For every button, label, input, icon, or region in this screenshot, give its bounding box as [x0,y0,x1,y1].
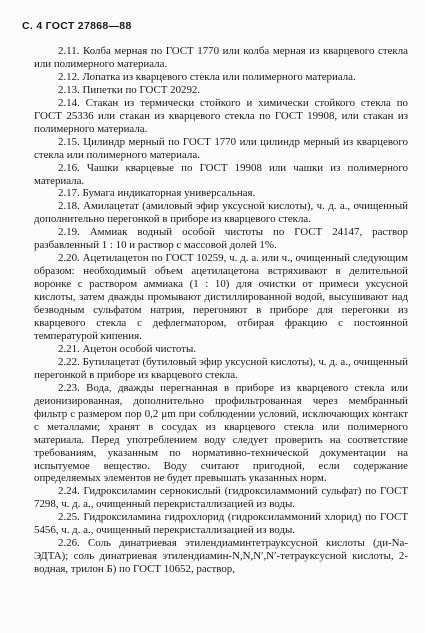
paragraph-2-19: 2.19. Аммиак водный особой чистоты по ГОСТ 24147, раствор разбавленный 1 : 10 и раствор с массовой долей 1%. [34,226,408,252]
paragraph-2-23: 2.23. Вода, дважды перегнанная в приборе из кварцевого стекла или деионизированная, дополнительно профильтрованная через мембранный фильтр с размером пор 0,2 μm при соблюдении условий, исключающих контакт с металлами; хранят в сосудах из кварцевого стекла или полимерного материала. Перед употреблением воду следует проверить на соответствие требованиям, указанным по нормативно-технической документации на испытуемое вещество. Воду считают пригодной, если содержание определяемых элементов не будет превышать указанных норм. [34,381,408,485]
paragraph-2-12: 2.12. Лопатка из кварцевого стекла или полимерного материала. [58,70,356,83]
paragraph-2-16: 2.16. Чашки кварцевые по ГОСТ 19908 или чашки из полимерного материала. [34,161,408,187]
paragraph-2-21: 2.21. Ацетон особой чистоты. [58,342,197,355]
paragraph-2-15: 2.15. Цилиндр мерный по ГОСТ 1770 или цилиндр мерный из кварцевого стекла или полимерного материала. [34,135,408,161]
document-body [34,45,408,576]
paragraph-2-18: 2.18. Амилацетат (амиловый эфир уксусной кислоты), ч. д. а., очищенный дополнительно перегонкой в приборе из кварцевого стекла. [34,200,408,226]
paragraph-2-26: 2.26. Соль динатриевая этилендиаминтетрауксусной кислоты (ди-Na-ЭДТА); соль динатриевая этилендиамин-N,N,N′,N′-тетрауксусной кислоты, 2-водная, трилон Б) по ГОСТ 10652, раствор, [34,537,408,576]
paragraph-2-13: 2.13. Пипетки по ГОСТ 20292. [58,83,201,96]
page-header: С. 4 ГОСТ 27868—88 [22,20,132,32]
paragraph-2-22: 2.22. Бутилацетат (бутиловый эфир уксусной кислоты), ч. д. а., очищенный перегонкой в приборе из кварцевого стекла. [34,355,408,381]
paragraph-2-17: 2.17. Бумага индикаторная универсальная. [58,187,256,200]
paragraph-2-11: 2.11. Колба мерная по ГОСТ 1770 или колба мерная из кварцевого стекла или полимерного материала. [34,45,408,70]
paragraph-2-25: 2.25. Гидроксиламина гидрохлорид (гидроксиламмоний хлорид) по ГОСТ 5456, ч. д. а., очищенный перекристаллизацией из воды. [34,511,408,537]
paragraph-2-20: 2.20. Ацетилацетон по ГОСТ 10259, ч. д. а. или ч., очищенный следующим образом: необходимый объем ацетилацетона встряхивают в делительной воронке с раствором аммиака (1 : 10) для очистки от примеси уксусной кислоты, затем дважды промывают дистиллированной водой, высушивают над безводным сульфатом натрия, перегоняют в приборе для перегонки из кварцевого стекла с дефлегматором, отбирая фракцию с постоянной температурой кипения. [34,252,408,342]
paragraph-2-14: 2.14. Стакан из термически стойкого и химически стойкого стекла по ГОСТ 25336 или стакан из кварцевого стекла по ГОСТ 19908, или стакан из полимерного материала. [34,96,408,135]
paragraph-2-24: 2.24. Гидроксиламин сернокислый (гидроксиламмоний сульфат) по ГОСТ 7298, ч. д. а., очищенный перекристаллизацией из воды. [34,485,408,511]
